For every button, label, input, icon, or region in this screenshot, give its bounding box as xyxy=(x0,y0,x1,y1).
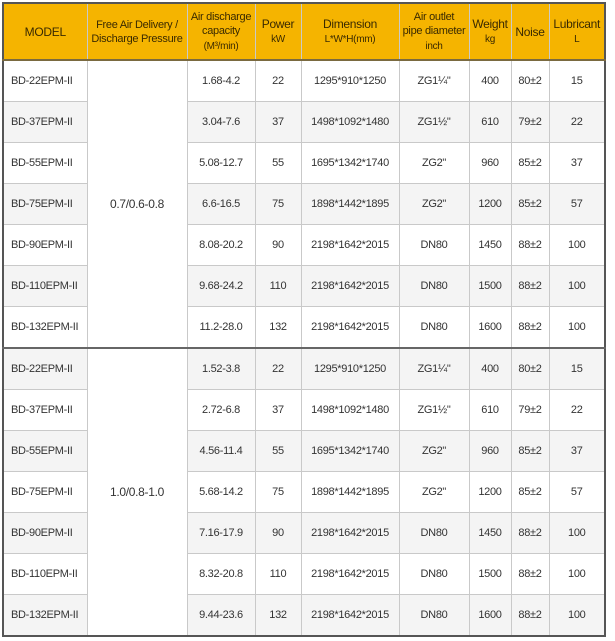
pressure-section-1.0 xyxy=(3,348,605,636)
cell-outlet: ZG2" xyxy=(399,472,469,513)
cell-noise: 85±2 xyxy=(511,472,549,513)
cell-lubricant: 100 xyxy=(549,307,605,349)
cell-model: BD-110EPM-II xyxy=(3,554,87,595)
cell-pressure: 1.0/0.8-1.0 xyxy=(87,348,187,636)
cell-power: 132 xyxy=(255,595,301,637)
cell-capacity: 9.68-24.2 xyxy=(187,266,255,307)
cell-outlet: ZG1½" xyxy=(399,102,469,143)
cell-capacity: 8.08-20.2 xyxy=(187,225,255,266)
cell-power: 132 xyxy=(255,307,301,349)
cell-lubricant: 22 xyxy=(549,390,605,431)
cell-power: 37 xyxy=(255,390,301,431)
cell-dimension: 1695*1342*1740 xyxy=(301,431,399,472)
cell-weight: 1200 xyxy=(469,472,511,513)
table-header xyxy=(3,3,605,60)
cell-lubricant: 37 xyxy=(549,431,605,472)
header-power: Power kW xyxy=(255,3,301,60)
cell-weight: 400 xyxy=(469,348,511,390)
cell-lubricant: 100 xyxy=(549,225,605,266)
cell-noise: 88±2 xyxy=(511,554,549,595)
cell-dimension: 2198*1642*2015 xyxy=(301,554,399,595)
table-row xyxy=(3,60,605,102)
cell-model: BD-75EPM-II xyxy=(3,184,87,225)
cell-noise: 85±2 xyxy=(511,143,549,184)
cell-outlet: DN80 xyxy=(399,307,469,349)
cell-power: 75 xyxy=(255,472,301,513)
cell-model: BD-22EPM-II xyxy=(3,60,87,102)
cell-outlet: ZG1½" xyxy=(399,390,469,431)
cell-weight: 1500 xyxy=(469,554,511,595)
cell-dimension: 1498*1092*1480 xyxy=(301,390,399,431)
cell-dimension: 2198*1642*2015 xyxy=(301,307,399,349)
cell-model: BD-132EPM-II xyxy=(3,307,87,349)
cell-weight: 1500 xyxy=(469,266,511,307)
cell-model: BD-90EPM-II xyxy=(3,513,87,554)
cell-noise: 88±2 xyxy=(511,513,549,554)
cell-lubricant: 100 xyxy=(549,266,605,307)
cell-dimension: 2198*1642*2015 xyxy=(301,225,399,266)
cell-noise: 79±2 xyxy=(511,390,549,431)
cell-model: BD-37EPM-II xyxy=(3,390,87,431)
cell-weight: 1600 xyxy=(469,307,511,349)
cell-noise: 88±2 xyxy=(511,595,549,637)
cell-weight: 960 xyxy=(469,143,511,184)
cell-capacity: 9.44-23.6 xyxy=(187,595,255,637)
cell-noise: 79±2 xyxy=(511,102,549,143)
cell-weight: 1450 xyxy=(469,513,511,554)
cell-power: 90 xyxy=(255,225,301,266)
cell-dimension: 1898*1442*1895 xyxy=(301,472,399,513)
cell-lubricant: 57 xyxy=(549,184,605,225)
cell-lubricant: 22 xyxy=(549,102,605,143)
cell-capacity: 1.68-4.2 xyxy=(187,60,255,102)
cell-weight: 1450 xyxy=(469,225,511,266)
cell-noise: 88±2 xyxy=(511,307,549,349)
cell-outlet: DN80 xyxy=(399,266,469,307)
cell-capacity: 3.04-7.6 xyxy=(187,102,255,143)
header-row xyxy=(3,3,605,60)
cell-weight: 1600 xyxy=(469,595,511,637)
cell-capacity: 1.52-3.8 xyxy=(187,348,255,390)
cell-lubricant: 57 xyxy=(549,472,605,513)
cell-lubricant: 100 xyxy=(549,513,605,554)
cell-model: BD-37EPM-II xyxy=(3,102,87,143)
header-capacity: Air discharge capacity (M³/min) xyxy=(187,3,255,60)
cell-weight: 400 xyxy=(469,60,511,102)
cell-model: BD-132EPM-II xyxy=(3,595,87,637)
cell-power: 37 xyxy=(255,102,301,143)
cell-weight: 1200 xyxy=(469,184,511,225)
cell-power: 22 xyxy=(255,348,301,390)
cell-capacity: 8.32-20.8 xyxy=(187,554,255,595)
cell-dimension: 1498*1092*1480 xyxy=(301,102,399,143)
cell-outlet: ZG2" xyxy=(399,143,469,184)
compressor-spec-table xyxy=(2,2,606,637)
cell-power: 110 xyxy=(255,266,301,307)
cell-noise: 80±2 xyxy=(511,60,549,102)
cell-capacity: 5.08-12.7 xyxy=(187,143,255,184)
cell-lubricant: 37 xyxy=(549,143,605,184)
cell-dimension: 2198*1642*2015 xyxy=(301,513,399,554)
cell-power: 55 xyxy=(255,143,301,184)
header-lubricant: Lubricant L xyxy=(549,3,605,60)
header-weight: Weight kg xyxy=(469,3,511,60)
cell-outlet: DN80 xyxy=(399,225,469,266)
cell-dimension: 2198*1642*2015 xyxy=(301,266,399,307)
cell-capacity: 11.2-28.0 xyxy=(187,307,255,349)
cell-power: 55 xyxy=(255,431,301,472)
cell-lubricant: 100 xyxy=(549,554,605,595)
cell-outlet: ZG1¼" xyxy=(399,60,469,102)
header-dimension: Dimension L*W*H(mm) xyxy=(301,3,399,60)
cell-weight: 960 xyxy=(469,431,511,472)
cell-model: BD-55EPM-II xyxy=(3,143,87,184)
pressure-section-0.7 xyxy=(3,60,605,348)
cell-model: BD-55EPM-II xyxy=(3,431,87,472)
cell-dimension: 2198*1642*2015 xyxy=(301,595,399,637)
cell-outlet: DN80 xyxy=(399,595,469,637)
cell-capacity: 4.56-11.4 xyxy=(187,431,255,472)
cell-capacity: 6.6-16.5 xyxy=(187,184,255,225)
cell-power: 110 xyxy=(255,554,301,595)
cell-dimension: 1295*910*1250 xyxy=(301,348,399,390)
header-model: MODEL xyxy=(3,3,87,60)
cell-dimension: 1695*1342*1740 xyxy=(301,143,399,184)
cell-lubricant: 15 xyxy=(549,60,605,102)
cell-outlet: DN80 xyxy=(399,513,469,554)
header-pressure: Free Air Delivery / Discharge Pressure xyxy=(87,3,187,60)
header-outlet: Air outlet pipe diameter inch xyxy=(399,3,469,60)
cell-outlet: ZG2" xyxy=(399,184,469,225)
cell-outlet: ZG1¼" xyxy=(399,348,469,390)
spec-table-container xyxy=(2,2,606,637)
cell-outlet: ZG2" xyxy=(399,431,469,472)
cell-power: 75 xyxy=(255,184,301,225)
cell-weight: 610 xyxy=(469,102,511,143)
table-row xyxy=(3,348,605,390)
cell-weight: 610 xyxy=(469,390,511,431)
cell-noise: 85±2 xyxy=(511,184,549,225)
cell-capacity: 7.16-17.9 xyxy=(187,513,255,554)
cell-model: BD-22EPM-II xyxy=(3,348,87,390)
cell-noise: 88±2 xyxy=(511,266,549,307)
cell-power: 90 xyxy=(255,513,301,554)
cell-capacity: 2.72-6.8 xyxy=(187,390,255,431)
cell-capacity: 5.68-14.2 xyxy=(187,472,255,513)
cell-lubricant: 100 xyxy=(549,595,605,637)
cell-pressure: 0.7/0.6-0.8 xyxy=(87,60,187,348)
cell-power: 22 xyxy=(255,60,301,102)
cell-dimension: 1898*1442*1895 xyxy=(301,184,399,225)
cell-noise: 85±2 xyxy=(511,431,549,472)
cell-model: BD-75EPM-II xyxy=(3,472,87,513)
cell-noise: 88±2 xyxy=(511,225,549,266)
cell-lubricant: 15 xyxy=(549,348,605,390)
cell-model: BD-90EPM-II xyxy=(3,225,87,266)
cell-model: BD-110EPM-II xyxy=(3,266,87,307)
cell-outlet: DN80 xyxy=(399,554,469,595)
header-noise: Noise xyxy=(511,3,549,60)
cell-noise: 80±2 xyxy=(511,348,549,390)
cell-dimension: 1295*910*1250 xyxy=(301,60,399,102)
